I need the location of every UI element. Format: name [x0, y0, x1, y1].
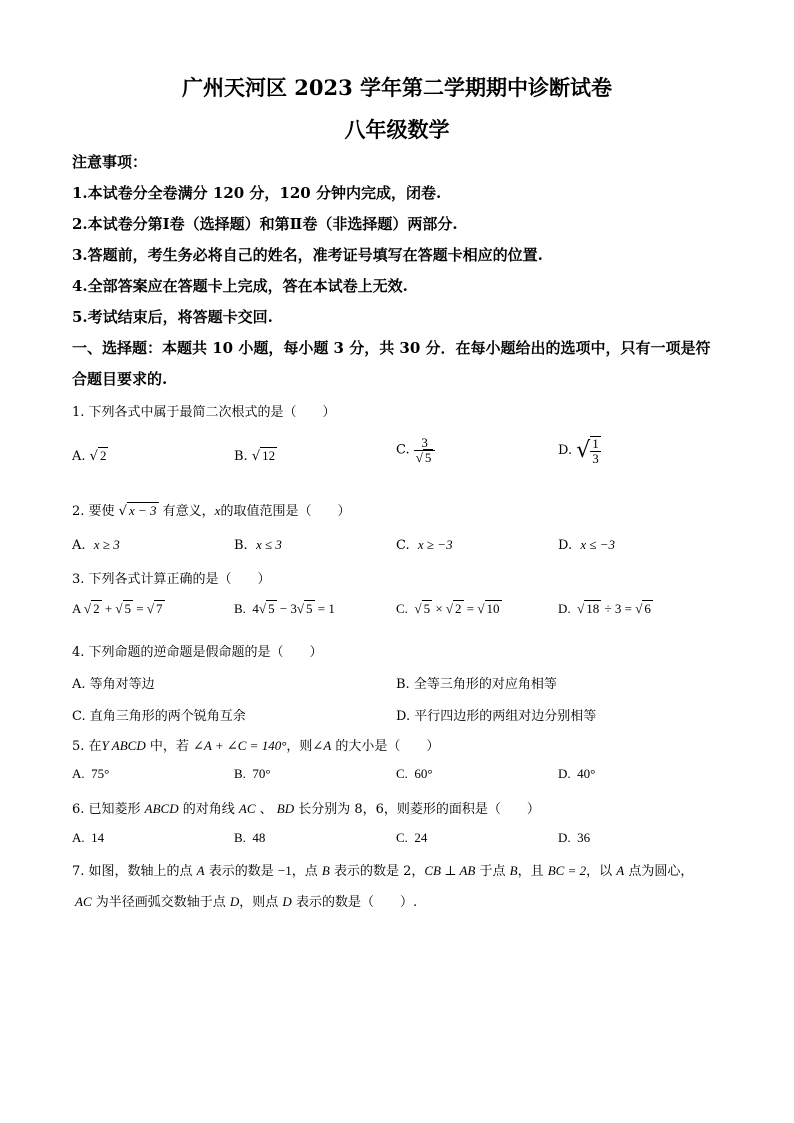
- q3-option-c: C. √ 5 × √ 2 = √ 10: [396, 601, 500, 616]
- q7-stem-line2: AC 为半径画弧交数轴于点 D，则点 D 表示的数是（ ）.: [75, 894, 418, 910]
- q2-option-a: A. x ≥ 3: [72, 537, 120, 553]
- q6-option-d: D. 36: [558, 830, 591, 845]
- q5-option-a: A. 75°: [72, 766, 110, 781]
- q3-option-a: A √ 2 + √ 5 = √ 7: [72, 601, 163, 616]
- q1-option-c: C. $\frac{3}{√ 5}$: [396, 436, 435, 464]
- q1-option-d: D. √ $\frac{1}{3}$: [558, 436, 599, 466]
- q4-option-b: B. 全等三角形的对应角相等: [396, 677, 557, 692]
- section-heading-line2: 合题目要求的.: [72, 370, 168, 388]
- q2-option-b: B. x ≤ 3: [234, 537, 282, 553]
- q2-stem: 2. 要使 √ x − 3 有意义，x的取值范围是（ ）: [72, 503, 351, 519]
- q6-option-b: B. 48: [234, 830, 266, 845]
- q3-option-b: B. 4√ 5 − 3√ 5 = 1: [234, 601, 335, 616]
- q7-stem-line1: 7. 如图，数轴上的点 A 表示的数是 −1，点 B 表示的数是 2，CB ⊥ AB 于点 B，且 BC = 2，以 A 点为圆心，: [72, 863, 694, 879]
- q2-option-c: C. x ≥ −3: [396, 537, 453, 553]
- notice-heading: 注意事项：: [72, 153, 148, 171]
- q4-option-a: A. 等角对等边: [72, 677, 155, 692]
- section-heading-line1: 一、选择题：本题共 10 小题，每小题 3 分，共 30 分．在每小题给出的选项中，只有一项是符: [72, 339, 711, 357]
- q6-stem: 6. 已知菱形 ABCD 的对角线 AC 、 BD 长分别为 8，6，则菱形的面积是（ ）: [72, 801, 540, 817]
- q2-option-d: D. x ≤ −3: [558, 537, 616, 553]
- q4-option-d: D. 平行四边形的两组对边分别相等: [396, 709, 597, 724]
- notice-item-3: 3.答题前，考生务必将自己的姓名，准考证号填写在答题卡相应的位置.: [72, 246, 543, 264]
- q4-stem: 4. 下列命题的逆命题是假命题的是（ ）: [72, 645, 323, 660]
- q5-stem: 5. 在Y ABCD 中，若 ∠A + ∠C = 140°，则∠A 的大小是（ ）: [72, 738, 440, 754]
- q1-option-a: A. √ 2: [72, 448, 107, 464]
- q5-option-d: D. 40°: [558, 766, 596, 781]
- q5-option-b: B. 70°: [234, 766, 271, 781]
- q5-option-c: C. 60°: [396, 766, 433, 781]
- notice-item-5: 5.考试结束后，将答题卡交回.: [72, 308, 273, 326]
- notice-item-1: 1.本试卷分全卷满分 120 分，120 分钟内完成，闭卷.: [72, 184, 442, 202]
- q1-option-b: B. √ 12: [234, 448, 276, 464]
- q3-stem: 3. 下列各式计算正确的是（ ）: [72, 572, 271, 587]
- q4-option-c: C. 直角三角形的两个锐角互余: [72, 709, 246, 724]
- exam-subtitle: 八年级数学: [344, 117, 450, 142]
- q6-option-a: A. 14: [72, 830, 105, 845]
- q3-option-d: D. √ 18 ÷ 3 = √ 6: [558, 601, 651, 616]
- exam-title: 广州天河区 2023 学年第二学期期中诊断试卷: [181, 75, 613, 100]
- q6-option-c: C. 24: [396, 830, 428, 845]
- q1-stem: 1. 下列各式中属于最简二次根式的是（ ）: [72, 405, 336, 420]
- notice-item-2: 2.本试卷分第Ⅰ卷（选择题）和第Ⅱ卷（非选择题）两部分.: [72, 215, 458, 233]
- notice-item-4: 4.全部答案应在答题卡上完成，答在本试卷上无效.: [72, 277, 408, 295]
